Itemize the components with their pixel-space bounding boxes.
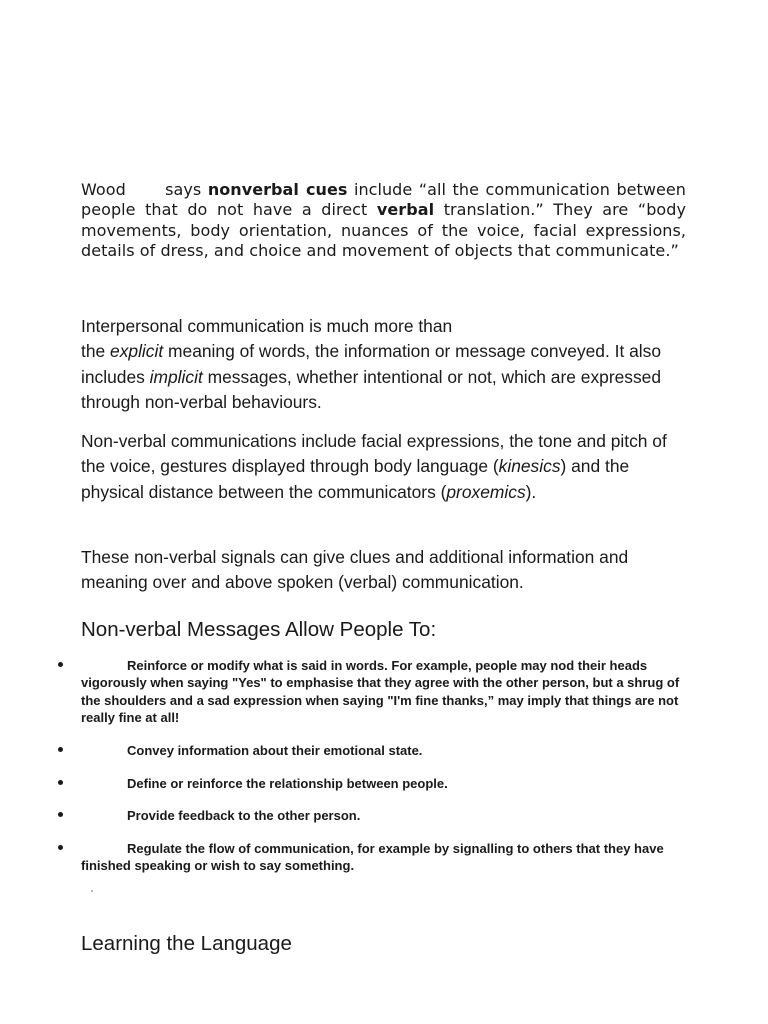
list-item-text: Reinforce or modify what is said in words. For example, people may nod their heads vigorously when saying "Yes" to emphasise that they agree with the other person, but a shrug of the shoulders and a sad expression when saying "I'm fine thanks,” may imply that things are not really fine at all!: [81, 658, 680, 725]
paragraph-1-text-a: the: [81, 341, 106, 362]
paragraph-2-text-b: ) and the physical distance between the communicators (: [81, 456, 630, 502]
list-item-text: Convey information about their emotional state.: [127, 743, 423, 758]
term-verbal: verbal: [376, 200, 435, 220]
list-item-text: Provide feedback to the other person.: [127, 808, 361, 823]
term-kinesics: kinesics: [498, 456, 561, 477]
paragraph-2-text-c: ).: [525, 481, 537, 502]
author-name: Wood: [81, 180, 126, 199]
says-word: says: [165, 180, 202, 199]
paragraph-signals: These non-verbal signals can give clues and additional information and meaning over and above spoken (verbal) communication.: [81, 547, 629, 593]
bullet-dot-icon: [58, 845, 63, 850]
list-item-text: Define or reinforce the relationship between people.: [127, 776, 448, 791]
term-nonverbal-cues: nonverbal cues: [207, 180, 348, 199]
paragraph-1-text-c: messages, whether intentional or not, which are expressed through non-verbal behaviours.: [81, 366, 662, 412]
paragraph-2-text-a: Non-verbal communications include facial expressions, the tone and pitch of the voice, gestures displayed through body language (: [81, 431, 667, 477]
paragraph-nonverbal-communications: [81, 429, 691, 505]
heading-learning-the-language: Learning the Language: [81, 932, 292, 955]
scan-speck: [91, 890, 93, 892]
heading-nonverbal-messages: Non-verbal Messages Allow People To:: [81, 618, 437, 641]
wood-quote-paragraph: [81, 180, 686, 261]
list-item-text: Regulate the flow of communication, for example by signalling to others that they have finished speaking or wish to say something.: [81, 841, 664, 874]
paragraph-interpersonal: [81, 314, 691, 415]
bullet-dot-icon: [58, 662, 63, 667]
bullet-dot-icon: [58, 780, 63, 785]
paragraph-1-line-1: Interpersonal communication is much more than: [81, 316, 453, 336]
term-implicit: implicit: [149, 366, 203, 387]
bullet-dot-icon: [58, 747, 63, 752]
quote-text-b: translation.” They are “body movements, body orientation, nuances of the voice, facial expressions, details of dress, and choice and movement of objects that communicate.”: [81, 200, 686, 260]
term-proxemics: proxemics: [446, 481, 526, 502]
paragraph-1-text-b: meaning of words, the information or message conveyed. It also includes: [81, 341, 662, 387]
bullet-dot-icon: [58, 812, 63, 817]
quote-text-a: include “all the communication between people that do not have a direct: [81, 180, 686, 220]
term-explicit: explicit: [110, 341, 164, 362]
